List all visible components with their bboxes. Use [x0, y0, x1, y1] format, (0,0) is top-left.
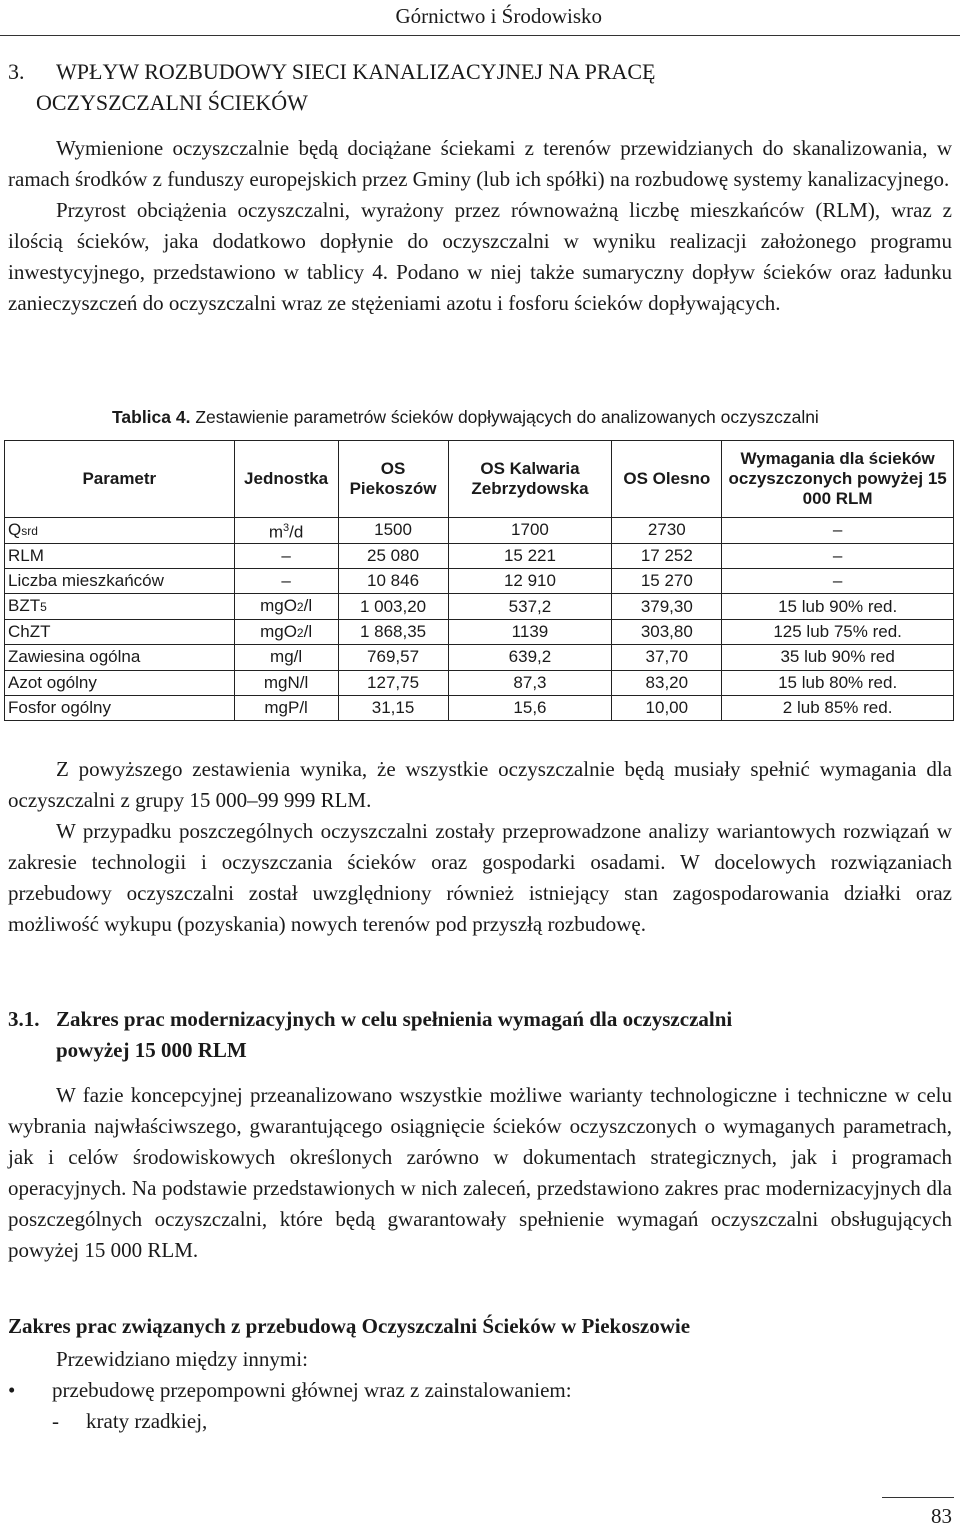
cell-piekoszow: 1 868,35 — [338, 619, 448, 644]
scope-heading: Zakres prac związanych z przebudową Oczyszczalni Ścieków w Piekoszowie — [8, 1314, 691, 1338]
table-caption-text: Zestawienie parametrów ścieków dopływających do analizowanych oczyszczalni — [195, 407, 819, 427]
cell-olesno: 2730 — [612, 518, 722, 544]
cell-kalwaria: 639,2 — [448, 645, 612, 670]
intro-line: Przewidziano między innymi: — [56, 1347, 308, 1371]
cell-param: ChZT — [5, 619, 235, 644]
table-row — [5, 543, 954, 568]
table-row — [5, 696, 954, 721]
cell-unit: mgO2/l — [234, 594, 338, 619]
cell-olesno: 83,20 — [612, 670, 722, 695]
cell-olesno: 303,80 — [612, 619, 722, 644]
cell-param: Qsrd — [5, 518, 235, 544]
dash-icon: - — [52, 1409, 59, 1433]
cell-olesno: 17 252 — [612, 543, 722, 568]
cell-piekoszow: 25 080 — [338, 543, 448, 568]
cell-piekoszow: 10 846 — [338, 569, 448, 594]
section-number: 3. — [8, 59, 25, 84]
cell-req: 2 lub 85% red. — [722, 696, 954, 721]
section-title-line2: OCZYSZCZALNI ŚCIEKÓW — [36, 90, 308, 115]
cell-unit: mg/l — [234, 645, 338, 670]
cell-kalwaria: 87,3 — [448, 670, 612, 695]
cell-kalwaria: 1139 — [448, 619, 612, 644]
running-header: Górnictwo i Środowisko — [395, 4, 602, 28]
table-row — [5, 518, 954, 544]
table-row — [5, 569, 954, 594]
cell-olesno: 10,00 — [612, 696, 722, 721]
cell-unit: mgP/l — [234, 696, 338, 721]
cell-piekoszow: 1 003,20 — [338, 594, 448, 619]
table-row — [5, 619, 954, 644]
bullet-icon: • — [8, 1378, 16, 1402]
cell-olesno: 15 270 — [612, 569, 722, 594]
cell-kalwaria: 1700 — [448, 518, 612, 544]
section-heading — [8, 56, 656, 118]
cell-req: – — [722, 518, 954, 544]
cell-req: 125 lub 75% red. — [722, 619, 954, 644]
table-row — [5, 594, 954, 619]
bullet-text: przebudowę przepompowni głównej wraz z zainstalowaniem: — [52, 1378, 572, 1402]
intro-text — [8, 133, 952, 319]
cell-kalwaria: 537,2 — [448, 594, 612, 619]
cell-param: Zawiesina ogólna — [5, 645, 235, 670]
cell-piekoszow: 1500 — [338, 518, 448, 544]
cell-param: RLM — [5, 543, 235, 568]
cell-piekoszow: 31,15 — [338, 696, 448, 721]
cell-unit: – — [234, 543, 338, 568]
cell-olesno: 379,30 — [612, 594, 722, 619]
cell-req: 15 lub 90% red. — [722, 594, 954, 619]
header-piekoszow: OS Piekoszów — [338, 441, 448, 518]
section-title-line1: WPŁYW ROZBUDOWY SIECI KANALIZACYJNEJ NA PRACĘ — [56, 59, 656, 84]
table-header-row — [5, 441, 954, 518]
cell-olesno: 37,70 — [612, 645, 722, 670]
cell-kalwaria: 12 910 — [448, 569, 612, 594]
cell-req: 15 lub 80% red. — [722, 670, 954, 695]
cell-unit: mgO2/l — [234, 619, 338, 644]
dash-text: kraty rzadkiej, — [86, 1409, 208, 1433]
cell-piekoszow: 769,57 — [338, 645, 448, 670]
cell-req: – — [722, 543, 954, 568]
table-caption — [112, 407, 819, 428]
paragraph-2: Przyrost obciążenia oczyszczalni, wyrażony przez równoważną liczbę mieszkańców (RLM), wraz z ilością ścieków, jaka dodatkowo dopłynie do oczyszczalni w wyniku realizacji założonego programu inwestycyjnego, przedstawiono w tablicy 4. Podano w niej także sumaryczny dopływ ścieków oraz ładunku zanieczyszczeń do oczyszczalni wraz ze stężeniami azotu i fosforu ścieków dopływających. — [8, 198, 952, 315]
paragraph-1: Wymienione oczyszczalnie będą dociążane ściekami z terenów przewidzianych do skanalizowania, w ramach środków z funduszy europejskich przez Gminy (lub ich spółki) na rozbudowę systemy kanalizacyjnego. — [8, 136, 952, 191]
subsection-text — [8, 1080, 952, 1266]
cell-unit: – — [234, 569, 338, 594]
table-row — [5, 670, 954, 695]
cell-param: BZT5 — [5, 594, 235, 619]
cell-unit: $m^3/d$ — [234, 518, 338, 544]
cell-param: Azot ogólny — [5, 670, 235, 695]
subsection-number: 3.1. — [8, 1007, 40, 1031]
cell-kalwaria: 15,6 — [448, 696, 612, 721]
subsection-title-line1: Zakres prac modernizacyjnych w celu spełnienia wymagań dla oczyszczalni — [56, 1007, 733, 1031]
page-number: 83 — [931, 1504, 952, 1528]
cell-req: – — [722, 569, 954, 594]
table-row — [5, 645, 954, 670]
conclusion-text — [8, 754, 952, 940]
subsection-heading — [8, 1004, 732, 1066]
header-jednostka: Jednostka — [234, 441, 338, 518]
bullet-item — [8, 1378, 572, 1403]
dash-item — [52, 1409, 207, 1434]
cell-piekoszow: 127,75 — [338, 670, 448, 695]
cell-param: Fosfor ogólny — [5, 696, 235, 721]
header-olesno: OS Olesno — [612, 441, 722, 518]
header-parametr: Parametr — [5, 441, 235, 518]
header-kalwaria: OS Kalwaria Zebrzydowska — [448, 441, 612, 518]
page-number-rule — [882, 1497, 954, 1498]
cell-param: Liczba mieszkańców — [5, 569, 235, 594]
paragraph-4: W przypadku poszczególnych oczyszczalni zostały przeprowadzone analizy wariantowych rozwiązań w zakresie technologii i oczyszczania ścieków oraz gospodarki osadami. W docelowych rozwiązaniach przebudowy oczyszczalni został uwzględniony również istniejący stan zagospodarowania działki oraz możliwość wykupu (pozyskania) nowych terenów pod przyszłą rozbudowę. — [8, 819, 952, 936]
table-caption-label: Tablica 4. — [112, 407, 191, 427]
cell-kalwaria: 15 221 — [448, 543, 612, 568]
parameters-table — [4, 440, 954, 721]
cell-unit: mgN/l — [234, 670, 338, 695]
paragraph-3: Z powyższego zestawienia wynika, że wszystkie oczyszczalnie będą musiały spełnić wymagania dla oczyszczalni z grupy 15 000–99 999 RLM. — [8, 757, 952, 812]
subsection-title-line2: powyżej 15 000 RLM — [56, 1038, 247, 1062]
paragraph-5: W fazie koncepcyjnej przeanalizowano wszystkie możliwe warianty technologiczne i techniczne w celu wybrania najwłaściwszego, gwarantującego osiągnięcie ścieków oczyszczonych o wymaganych parametrach, jak i celów środowiskowych określonych zarówno w dokumentach strategicznych, jak i programach operacyjnych. Na podstawie przedstawionych w nich zaleceń, przedstawiono zakres prac modernizacyjnych dla poszczególnych oczyszczalni, które będą gwarantowały spełnienie wymagań oczyszczalni obsługujących powyżej 15 000 RLM. — [8, 1083, 952, 1262]
header-wymagania: Wymagania dla ścieków oczyszczonych powyżej 15 000 RLM — [722, 441, 954, 518]
header-rule — [0, 35, 960, 36]
cell-req: 35 lub 90% red — [722, 645, 954, 670]
